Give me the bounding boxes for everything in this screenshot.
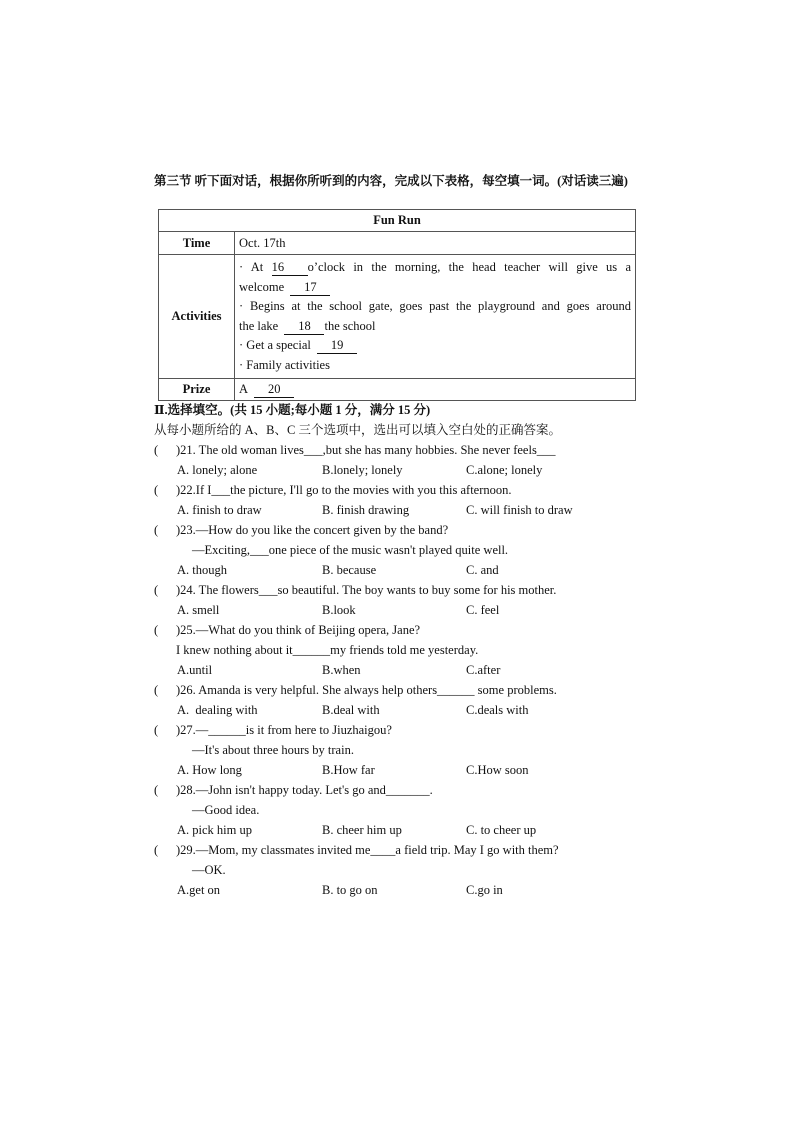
question-stem-21: )21. The old woman lives___,but she has many hobbies. She never feels___ bbox=[176, 443, 556, 457]
option-a-21[interactable]: A. lonely; alone bbox=[177, 463, 258, 477]
option-b-27[interactable]: B.How far bbox=[322, 763, 375, 777]
question-stem-26: )26. Amanda is very helpful. She always help others______ some problems. bbox=[176, 683, 557, 697]
activity-line-1: · At 16 o’clock in the morning, the head teacher will give us a bbox=[239, 260, 631, 274]
option-a-26[interactable]: A. dealing with bbox=[177, 703, 258, 717]
answer-paren-29[interactable]: ( bbox=[154, 843, 159, 857]
option-c-21[interactable]: C.alone; lonely bbox=[466, 463, 543, 477]
activity-line-3: · Get a special 19 bbox=[239, 336, 631, 356]
answer-paren-23[interactable]: ( bbox=[154, 523, 159, 537]
question-sub-23: —Exciting,___one piece of the music wasn't played quite well. bbox=[192, 543, 509, 557]
option-b-25[interactable]: B.when bbox=[322, 663, 361, 677]
question-stem-27: )27.—______is it from here to Jiuzhaigou? bbox=[176, 723, 392, 737]
option-c-23[interactable]: C. and bbox=[466, 563, 499, 577]
question-stem-25: )25.—What do you think of Beijing opera, Jane? bbox=[176, 623, 421, 637]
question-stem-28: )28.—John isn't happy today. Let's go and_______. bbox=[176, 783, 433, 797]
part2-instruction: 从每小题所给的 A、B、C 三个选项中，选出可以填入空白处的正确答案。 bbox=[154, 423, 561, 437]
option-c-26[interactable]: C.deals with bbox=[466, 703, 529, 717]
activities-label: Activities bbox=[159, 255, 235, 379]
activity-line-4: · Family activities bbox=[239, 357, 330, 372]
activity-line-2b: the lake 18 the school bbox=[239, 318, 376, 333]
question-sub-25: I knew nothing about it______my friends told me yesterday. bbox=[176, 643, 479, 657]
option-c-24[interactable]: C. feel bbox=[466, 603, 500, 617]
option-a-28[interactable]: A. pick him up bbox=[177, 823, 252, 837]
option-b-24[interactable]: B.look bbox=[322, 603, 356, 617]
option-c-27[interactable]: C.How soon bbox=[466, 763, 529, 777]
table-title: Fun Run bbox=[159, 210, 636, 232]
answer-paren-22[interactable]: ( bbox=[154, 483, 159, 497]
answer-paren-21[interactable]: ( bbox=[154, 443, 159, 457]
option-c-29[interactable]: C.go in bbox=[466, 883, 503, 897]
option-c-28[interactable]: C. to cheer up bbox=[466, 823, 537, 837]
blank-19[interactable]: 19 bbox=[317, 338, 357, 354]
answer-paren-27[interactable]: ( bbox=[154, 723, 159, 737]
blank-17[interactable]: 17 bbox=[290, 280, 330, 296]
activities-cell bbox=[235, 255, 636, 379]
answer-paren-26[interactable]: ( bbox=[154, 683, 159, 697]
option-b-21[interactable]: B.lonely; lonely bbox=[322, 463, 403, 477]
option-b-26[interactable]: B.deal with bbox=[322, 703, 380, 717]
option-b-22[interactable]: B. finish drawing bbox=[322, 503, 410, 517]
option-a-22[interactable]: A. finish to draw bbox=[177, 503, 262, 517]
question-stem-23: )23.—How do you like the concert given by the band? bbox=[176, 523, 449, 537]
prize-value: A 20 bbox=[235, 379, 636, 401]
time-value: Oct. 17th bbox=[235, 232, 636, 255]
question-stem-29: )29.—Mom, my classmates invited me____a field trip. May I go with them? bbox=[176, 843, 559, 857]
activity-line-2: · Begins at the school gate, goes past the playground and goes around bbox=[239, 299, 631, 313]
answer-paren-25[interactable]: ( bbox=[154, 623, 159, 637]
option-b-23[interactable]: B. because bbox=[322, 563, 377, 577]
blank-18[interactable]: 18 bbox=[284, 319, 324, 335]
option-a-23[interactable]: A. though bbox=[177, 563, 227, 577]
fun-run-table bbox=[158, 209, 636, 401]
answer-paren-24[interactable]: ( bbox=[154, 583, 159, 597]
activity-line-1b: welcome 17 bbox=[239, 278, 631, 298]
option-a-24[interactable]: A. smell bbox=[177, 603, 220, 617]
option-a-25[interactable]: A.until bbox=[177, 663, 213, 677]
question-sub-28: —Good idea. bbox=[192, 803, 260, 817]
question-sub-27: —It's about three hours by train. bbox=[192, 743, 354, 757]
time-label: Time bbox=[159, 232, 235, 255]
option-c-25[interactable]: C.after bbox=[466, 663, 501, 677]
section3-heading: 第三节 听下面对话，根据你所听到的内容，完成以下表格，每空填一词。(对话读三遍) bbox=[154, 174, 628, 188]
question-stem-22: )22.If I___the picture, I'll go to the movies with you this afternoon. bbox=[176, 483, 512, 497]
prize-label: Prize bbox=[159, 379, 235, 401]
option-c-22[interactable]: C. will finish to draw bbox=[466, 503, 573, 517]
blank-16[interactable]: 16 bbox=[272, 260, 308, 276]
answer-paren-28[interactable]: ( bbox=[154, 783, 159, 797]
option-b-28[interactable]: B. cheer him up bbox=[322, 823, 402, 837]
blank-20[interactable]: 20 bbox=[254, 382, 294, 398]
question-sub-29: —OK. bbox=[192, 863, 226, 877]
part2-heading: Ⅱ.选择填空。(共 15 小题;每小题 1 分，满分 15 分) bbox=[154, 403, 431, 417]
option-a-27[interactable]: A. How long bbox=[177, 763, 242, 777]
option-a-29[interactable]: A.get on bbox=[177, 883, 221, 897]
option-b-29[interactable]: B. to go on bbox=[322, 883, 378, 897]
question-stem-24: )24. The flowers___so beautiful. The boy wants to buy some for his mother. bbox=[176, 583, 557, 597]
